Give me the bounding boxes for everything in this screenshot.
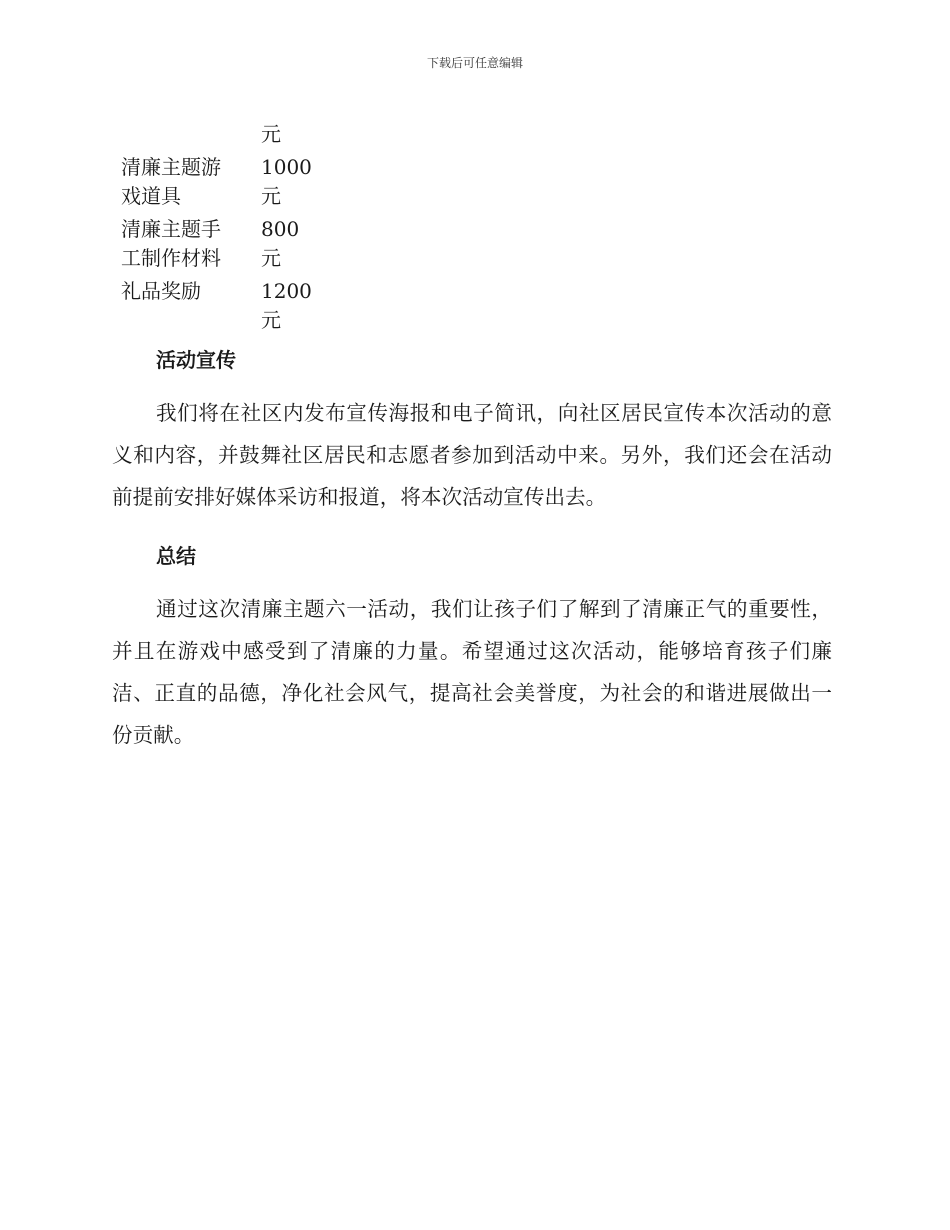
budget-cost [261,149,321,211]
budget-cost-line: 800 [261,217,300,241]
budget-item-line: 戏道具 [121,184,181,208]
budget-cost-line: 元 [261,308,281,332]
budget-item-line: 礼品奖励 [121,279,201,303]
budget-cost [261,116,321,149]
budget-item-line: 工制作材料 [121,246,221,270]
budget-item-line: 清廉主题游 [121,155,221,179]
budget-cost [261,273,321,335]
budget-cost-line: 元 [261,246,281,270]
table-row [121,149,321,211]
table-row [121,211,321,273]
publicity-paragraph: 我们将在社区内发布宣传海报和电子简讯，向社区居民宣传本次活动的意义和内容，并鼓舞社区居民和志愿者参加到活动中来。另外，我们还会在活动前提前安排好媒体采访和报道，将本次活动宣传出去。 [112,401,832,509]
page-header: 下载后可任意编辑 [426,56,523,70]
budget-item [121,211,261,273]
budget-item [121,273,261,335]
budget-cost-line: 元 [261,184,281,208]
budget-table [121,116,321,335]
budget-cost [261,211,321,273]
budget-cost-line: 元 [261,122,281,146]
table-row [121,273,321,335]
table-row [121,116,321,149]
budget-item [121,116,261,149]
budget-cost-line: 1000 [261,155,312,179]
budget-cost-line: 1200 [261,279,312,303]
section-heading-publicity: 活动宣传 [156,348,236,372]
section-heading-summary: 总结 [156,544,196,568]
budget-item [121,149,261,211]
summary-paragraph: 通过这次清廉主题六一活动，我们让孩子们了解到了清廉正气的重要性，并且在游戏中感受到了清廉的力量。希望通过这次活动，能够培育孩子们廉洁、正直的品德，净化社会风气，提高社会美誉度，为社会的和谐进展做出一份贡献。 [112,597,832,747]
budget-item-line: 清廉主题手 [121,217,221,241]
